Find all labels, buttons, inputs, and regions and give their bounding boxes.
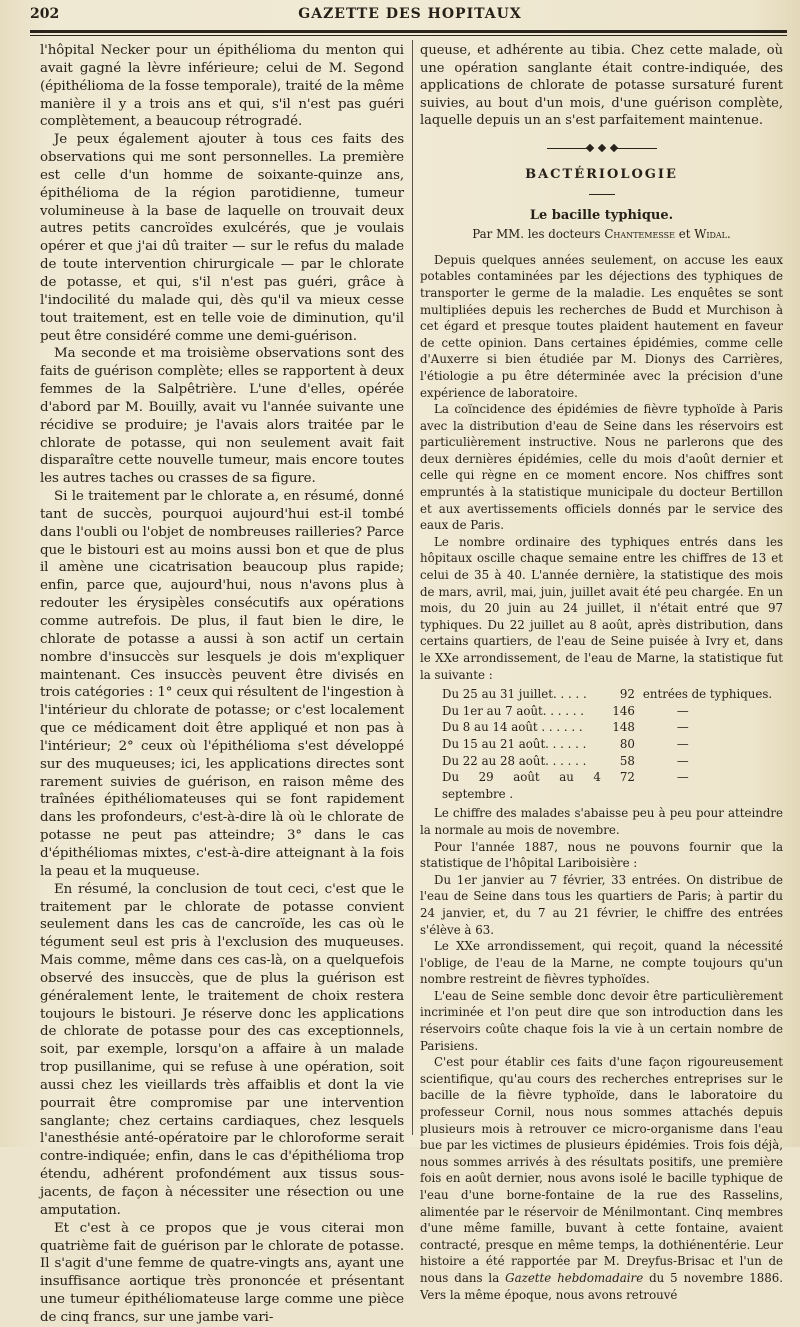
period-cell: Du 29 août au 4 septembre . — [442, 770, 601, 801]
period-cell: Du 22 au 28 août. . . . . . — [442, 753, 587, 768]
count-cell: 58 — [619, 753, 635, 768]
paragraph: Depuis quelques années seulement, on accuse les eaux potables contaminées par les déjections des typhiques de transporter le germe de la maladie. Les enquêtes se sont multipliées depuis les recherches de Budd et Murchison à cet égard et presque toutes plaident hautement en faveur de cette opinion. Dans certaines épidémies, comme celle d'Auxerre si bien étudiée par M. Dionys des Carrières, l'étiologie a pu être déterminée avec la précision d'une expérience de laboratoire. — [420, 252, 783, 400]
count-cell: 146 — [612, 703, 635, 718]
unit-cell: — — [676, 720, 689, 735]
section-ornament — [547, 144, 657, 154]
table-row — [442, 703, 783, 720]
section-title: BACTÉRIOLOGIE — [525, 166, 678, 182]
paragraph: Je peux également ajouter à tous ces faits des observations qui me sont personnelles. La première est celle d'un homme de soixante-quinze ans, épithélioma de la région parotidienne, tumeur volumineuse à la base de laquelle on trouvait deux autres petits cancroïdes exulcérés, que je voulais opérer et que j'ai dû traiter — sur le refus du malade de toute intervention chirurgicale — par le chlorate de potasse, et qui, s'il n'est pas guéri, grâce à l'indocilité du malade qui, dès qu'il va mieux cesse tout traitement, est en telle voie de diminution, qu'il peut être considéré comme une demi-guérison. — [40, 132, 404, 344]
paragraph: Le nombre ordinaire des typhiques entrés dans les hôpitaux oscille chaque semaine entre les chiffres de 13 et celui de 35 à 40. L'année dernière, la statistique des mois de mars, avril, mai, juin, juillet avait été peu chargée. En un mois, du 20 juin au 24 juillet, il n'était entré que 97 typhiques. Du 22 juillet au 8 août, après distribution, dans certains quartiers, de l'eau de Seine puisée à Ivry et, dans le XXe arrondissement, de l'eau de Marne, la statistique fut la suivante : — [420, 534, 783, 682]
typhoid-admissions-table — [442, 686, 783, 802]
paragraph: Le XXe arrondissement, qui reçoit, quand la nécessité l'oblige, de l'eau de la Marne, ne compte toujours qu'un nombre restreint de fièvres typhoïdes. — [420, 939, 783, 987]
page-number: 202 — [30, 6, 60, 22]
byline-and: et — [678, 227, 691, 242]
count-cell: 148 — [612, 720, 635, 735]
table-row — [442, 686, 783, 703]
paragraph-text-end: du 5 novembre 1886. Vers la même époque, nous avons retrouvé — [420, 1270, 783, 1302]
title-rule — [589, 194, 615, 195]
column-divider — [412, 40, 413, 1135]
paragraph: La coïncidence des épidémies de fièvre typhoïde à Paris avec la distribution d'eau de Seine dans les réservoirs est particulièrement instructive. Nous ne parlerons que des deux dernières épidémies, celle du mois d'août dernier et celle qui règne en ce moment encore. Nos chiffres sont empruntés à la statistique municipale du docteur Bertillon et aux avertissements officiels donnés par le service des eaux de Paris. — [420, 402, 783, 533]
paragraph: Et c'est à ce propos que je vous citerai mon quatrième fait de guérison par le chlorate de potasse. Il s'agit d'une femme de quatre-vingts ans, ayant une insuffisance aortique très prononcée et présentant une tumeur épithéliomateuse large comme une pièce de cinq francs, sur une jambe vari- — [40, 1220, 404, 1325]
header-rule — [30, 30, 787, 33]
header-rule-thin — [30, 35, 787, 36]
running-head — [30, 6, 790, 26]
paragraph: Ma seconde et ma troisième observations sont des faits de guérison complète; elles se rapportent à deux femmes de la Salpêtrière. L'une d'elles, opérée d'abord par M. Bouilly, avait vu l'année suivante une récidive se produire; je l'avais alors traitée par le chlorate de potasse, qui non seulement avait fait disparaître cette nouvelle tumeur, mais encore toutes les autres taches ou crasses de sa figure. — [40, 346, 404, 487]
author-name: Widal. — [694, 227, 731, 242]
count-cell: 80 — [619, 736, 635, 751]
right-column — [420, 42, 783, 1303]
paragraph: L'eau de Seine semble donc devoir être particulièrement incriminée et l'on peut dire que son introduction dans les réservoirs coûte chaque fois la vie à un certain nombre de Parisiens. — [420, 988, 783, 1053]
left-column — [40, 42, 404, 1327]
paragraph: En résumé, la conclusion de tout ceci, c'est que le traitement par le chlorate de potasse convient seulement dans les cas de cancroïde, les cas où le tégument seul est pris à l'exclusion des muqueuses. Mais comme, même dans ces cas-là, on a quelquefois observé des insuccès, que de plus la guérison est généralement lente, le traitement de choix restera toujours le bistouri. Je réserve donc les applications de chlorate de potasse pour des cas exceptionnels, soit, par exemple, lorsqu'on a affaire à un malade trop pusillanime, qui se refuse à une opération, soit aussi chez les vieillards très affaiblis et dont la vie pourrait être compromise par une intervention sanglante; chez certains cardiaques, chez lesquels l'anesthésie anté-opératoire par le chloroforme serait contre-indiquée; enfin, dans le cas d'épithélioma trop étendu, adhérent profondément aux tissus sous-jacents, de façon à nécessiter une résection ou une amputation. — [40, 881, 404, 1218]
paragraph-text: C'est pour établir ces faits d'une façon rigoureusement scientifique, qu'au cours des recherches entreprises sur le bacille de la fièvre typhoïde, dans le laboratoire du professeur Cornil, nous nous sommes attachés depuis plusieurs mois à retrouver ce micro-organisme dans l'eau bue par les victimes de plusieurs épidémies. Trois fois déjà, nous sommes arrivés à des résultats positifs, une première fois en août dernier, nous avons isolé le bacille typhique de l'eau d'une borne-fontaine de la rue des Rasselins, alimentée par le réservoir de Ménilmontant. Cinq membres d'une même famille, buvant à cette fontaine, avaient contracté, presque en même temps, la dothiénentérie. Leur histoire a été rapportée par M. Dreyfus-Brisac et l'un de nous dans la — [420, 1055, 783, 1285]
byline-prefix: Par MM. les docteurs — [472, 227, 601, 242]
period-cell: Du 25 au 31 juillet. . . . . — [442, 687, 587, 702]
paragraph: Pour l'année 1887, nous ne pouvons fournir que la statistique de l'hôpital Lariboisière : — [420, 839, 783, 871]
table-row — [442, 769, 783, 802]
article-title: Le bacille typhique. — [529, 207, 674, 223]
table-row — [442, 719, 783, 736]
unit-cell: — — [676, 736, 689, 751]
unit-cell: — — [676, 770, 689, 785]
unit-cell: — — [676, 753, 689, 768]
paragraph — [420, 1054, 783, 1303]
period-cell: Du 15 au 21 août. . . . . . — [442, 736, 587, 751]
paragraph: Du 1er janvier au 7 février, 33 entrées. On distribue de l'eau de Seine dans tous les quartiers de Paris; à partir du 24 janvier, et, du 7 au 21 février, le chiffre des entrées s'élève à 63. — [420, 872, 783, 937]
count-cell: 72 — [619, 770, 635, 785]
table-row — [442, 753, 783, 770]
journal-reference: Gazette hebdomadaire — [505, 1270, 644, 1285]
journal-title: GAZETTE DES HOPITAUX — [298, 6, 522, 22]
author-name: Chantemesse — [604, 227, 675, 242]
unit-cell: — — [676, 703, 689, 718]
unit-cell: entrées de typhiques. — [642, 687, 773, 702]
count-cell: 92 — [619, 687, 635, 702]
paragraph: Si le traitement par le chlorate a, en résumé, donné tant de succès, pourquoi aujourd'hui est-il tombé dans l'oubli ou l'objet de nombreuses railleries? Parce que le bistouri est au moins aussi bon et que de plus il amène une cicatrisation beaucoup plus rapide; enfin, parce que, aujourd'hui, nous n'avons plus à redouter les érysipèles consécutifs aux opérations comme autrefois. De plus, il faut bien le dire, le chlorate de potasse a aussi à son actif un certain nombre d'insuccès sur lesquels je dois m'expliquer maintenant. Ces insuccès peuvent être divisés en trois catégories : 1° ceux qui résultent de l'ingestion à l'intérieur du chlorate de potasse; or c'est localement que ce médicament doit être appliqué et non pas à l'intérieur; 2° ceux où l'épithélioma s'est développé sur des muqueuses; ici, les applications directes sont rarement suivies de guérison, en raison même des traînées épithéliomateuses qui se font rapidement dans les profondeurs, c'est-à-dire là où le chlorate de potasse ne peut pas atteindre; 3° dans le cas d'épithéliomas mixtes, c'est-à-dire atteignant à la fois la peau et la muqueuse. — [40, 489, 404, 879]
period-cell: Du 1er au 7 août. . . . . . — [442, 703, 585, 718]
byline — [420, 226, 783, 244]
continued-paragraph: queuse, et adhérente au tibia. Chez cette malade, où une opération sanglante était contre-indiquée, des applications de chlorate de potasse sursaturé furent suivies, au bout d'un mois, d'une guérison complète, laquelle depuis un an s'est parfaitement maintenue. — [420, 43, 783, 129]
table-row — [442, 736, 783, 753]
period-cell: Du 8 au 14 août . . . . . . — [442, 720, 583, 735]
paragraph: Le chiffre des malades s'abaisse peu à peu pour atteindre la normale au mois de novembre. — [420, 806, 783, 837]
paragraph: l'hôpital Necker pour un épithélioma du menton qui avait gagné la lèvre inférieure; celui de M. Segond (épithélioma de la fosse temporale), traité de la même manière il y a trois ans et qui, s'il n'est pas guéri complètement, a beaucoup rétrogradé. — [40, 43, 404, 130]
